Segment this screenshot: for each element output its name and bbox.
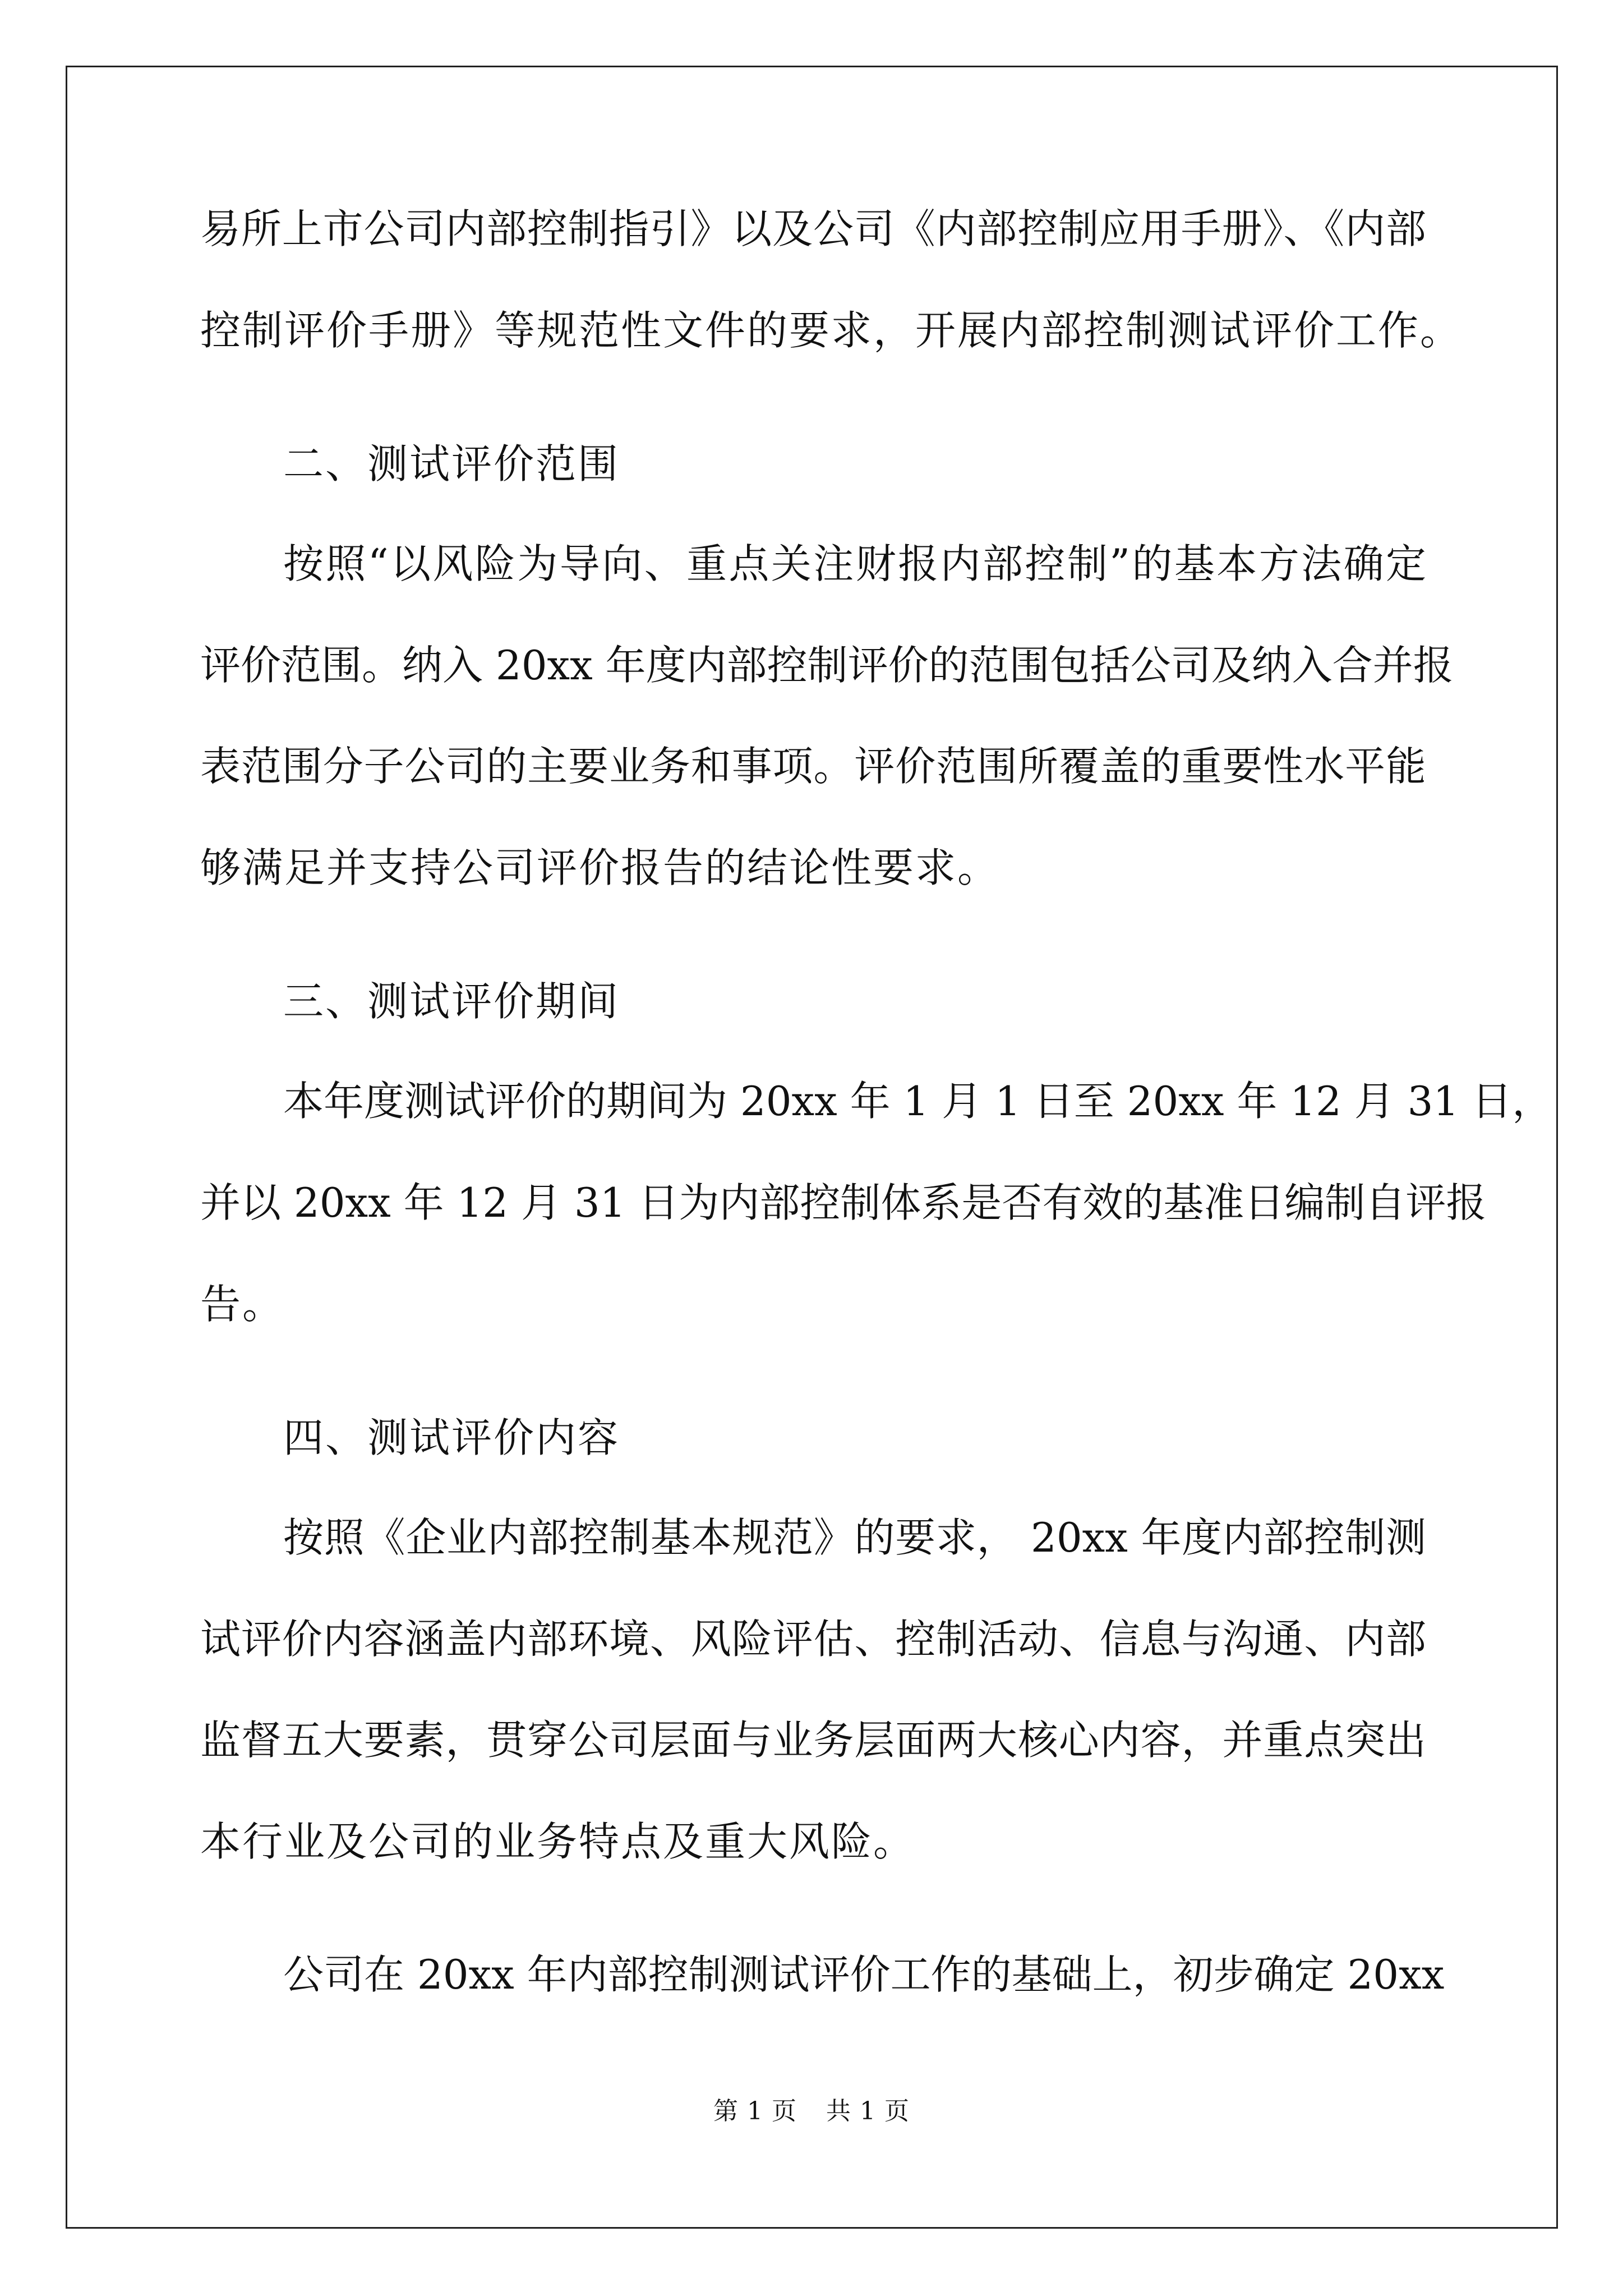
page-footer: [0, 2091, 1623, 2127]
paragraph-line: 表范围分子公司的主要业务和事项。评价范围所覆盖的重要性水平能: [200, 743, 1426, 790]
paragraph-line: 告。: [200, 1281, 285, 1328]
paragraph-line: 按照《企业内部控制基本规范》的要求， 20xx 年度内部控制测: [283, 1514, 1426, 1561]
paragraph-line: 本行业及公司的业务特点及重大风险。: [200, 1818, 916, 1865]
paragraph-line: 评价范围。纳入 20xx 年度内部控制评价的范围包括公司及纳入合并报: [200, 642, 1454, 689]
page-border: [66, 66, 1558, 2229]
paragraph-line: 易所上市公司内部控制指引》以及公司《内部控制应用手册》、《内部: [200, 205, 1426, 252]
paragraph-line: 按照“以风险为导向、重点关注财报内部控制”的基本方法确定: [283, 540, 1426, 587]
paragraph-line: 并以 20xx 年 12 月 31 日为内部控制体系是否有效的基准日编制自评报: [200, 1179, 1487, 1226]
paragraph-line: 够满足并支持公司评价报告的结论性要求。: [200, 844, 1000, 891]
paragraph-line: 监督五大要素，贯穿公司层面与业务层面两大核心内容，并重点突出: [200, 1717, 1426, 1764]
page-total: 共 1 页: [826, 2097, 910, 2125]
section-heading: 四、测试评价内容: [283, 1414, 620, 1461]
paragraph-line: 控制评价手册》等规范性文件的要求，开展内部控制测试评价工作。: [200, 307, 1463, 354]
paragraph-line: 试评价内容涵盖内部环境、风险评估、控制活动、信息与沟通、内部: [200, 1616, 1426, 1663]
paragraph-line: 本年度测试评价的期间为 20xx 年 1 月 1 日至 20xx 年 12 月 31 日，: [283, 1078, 1553, 1125]
section-heading: 三、测试评价期间: [283, 978, 620, 1025]
paragraph-line: 公司在 20xx 年内部控制测试评价工作的基础上，初步确定 20xx: [283, 1951, 1445, 1998]
page-number: 第 1 页: [713, 2097, 797, 2125]
section-heading: 二、测试评价范围: [283, 440, 620, 487]
